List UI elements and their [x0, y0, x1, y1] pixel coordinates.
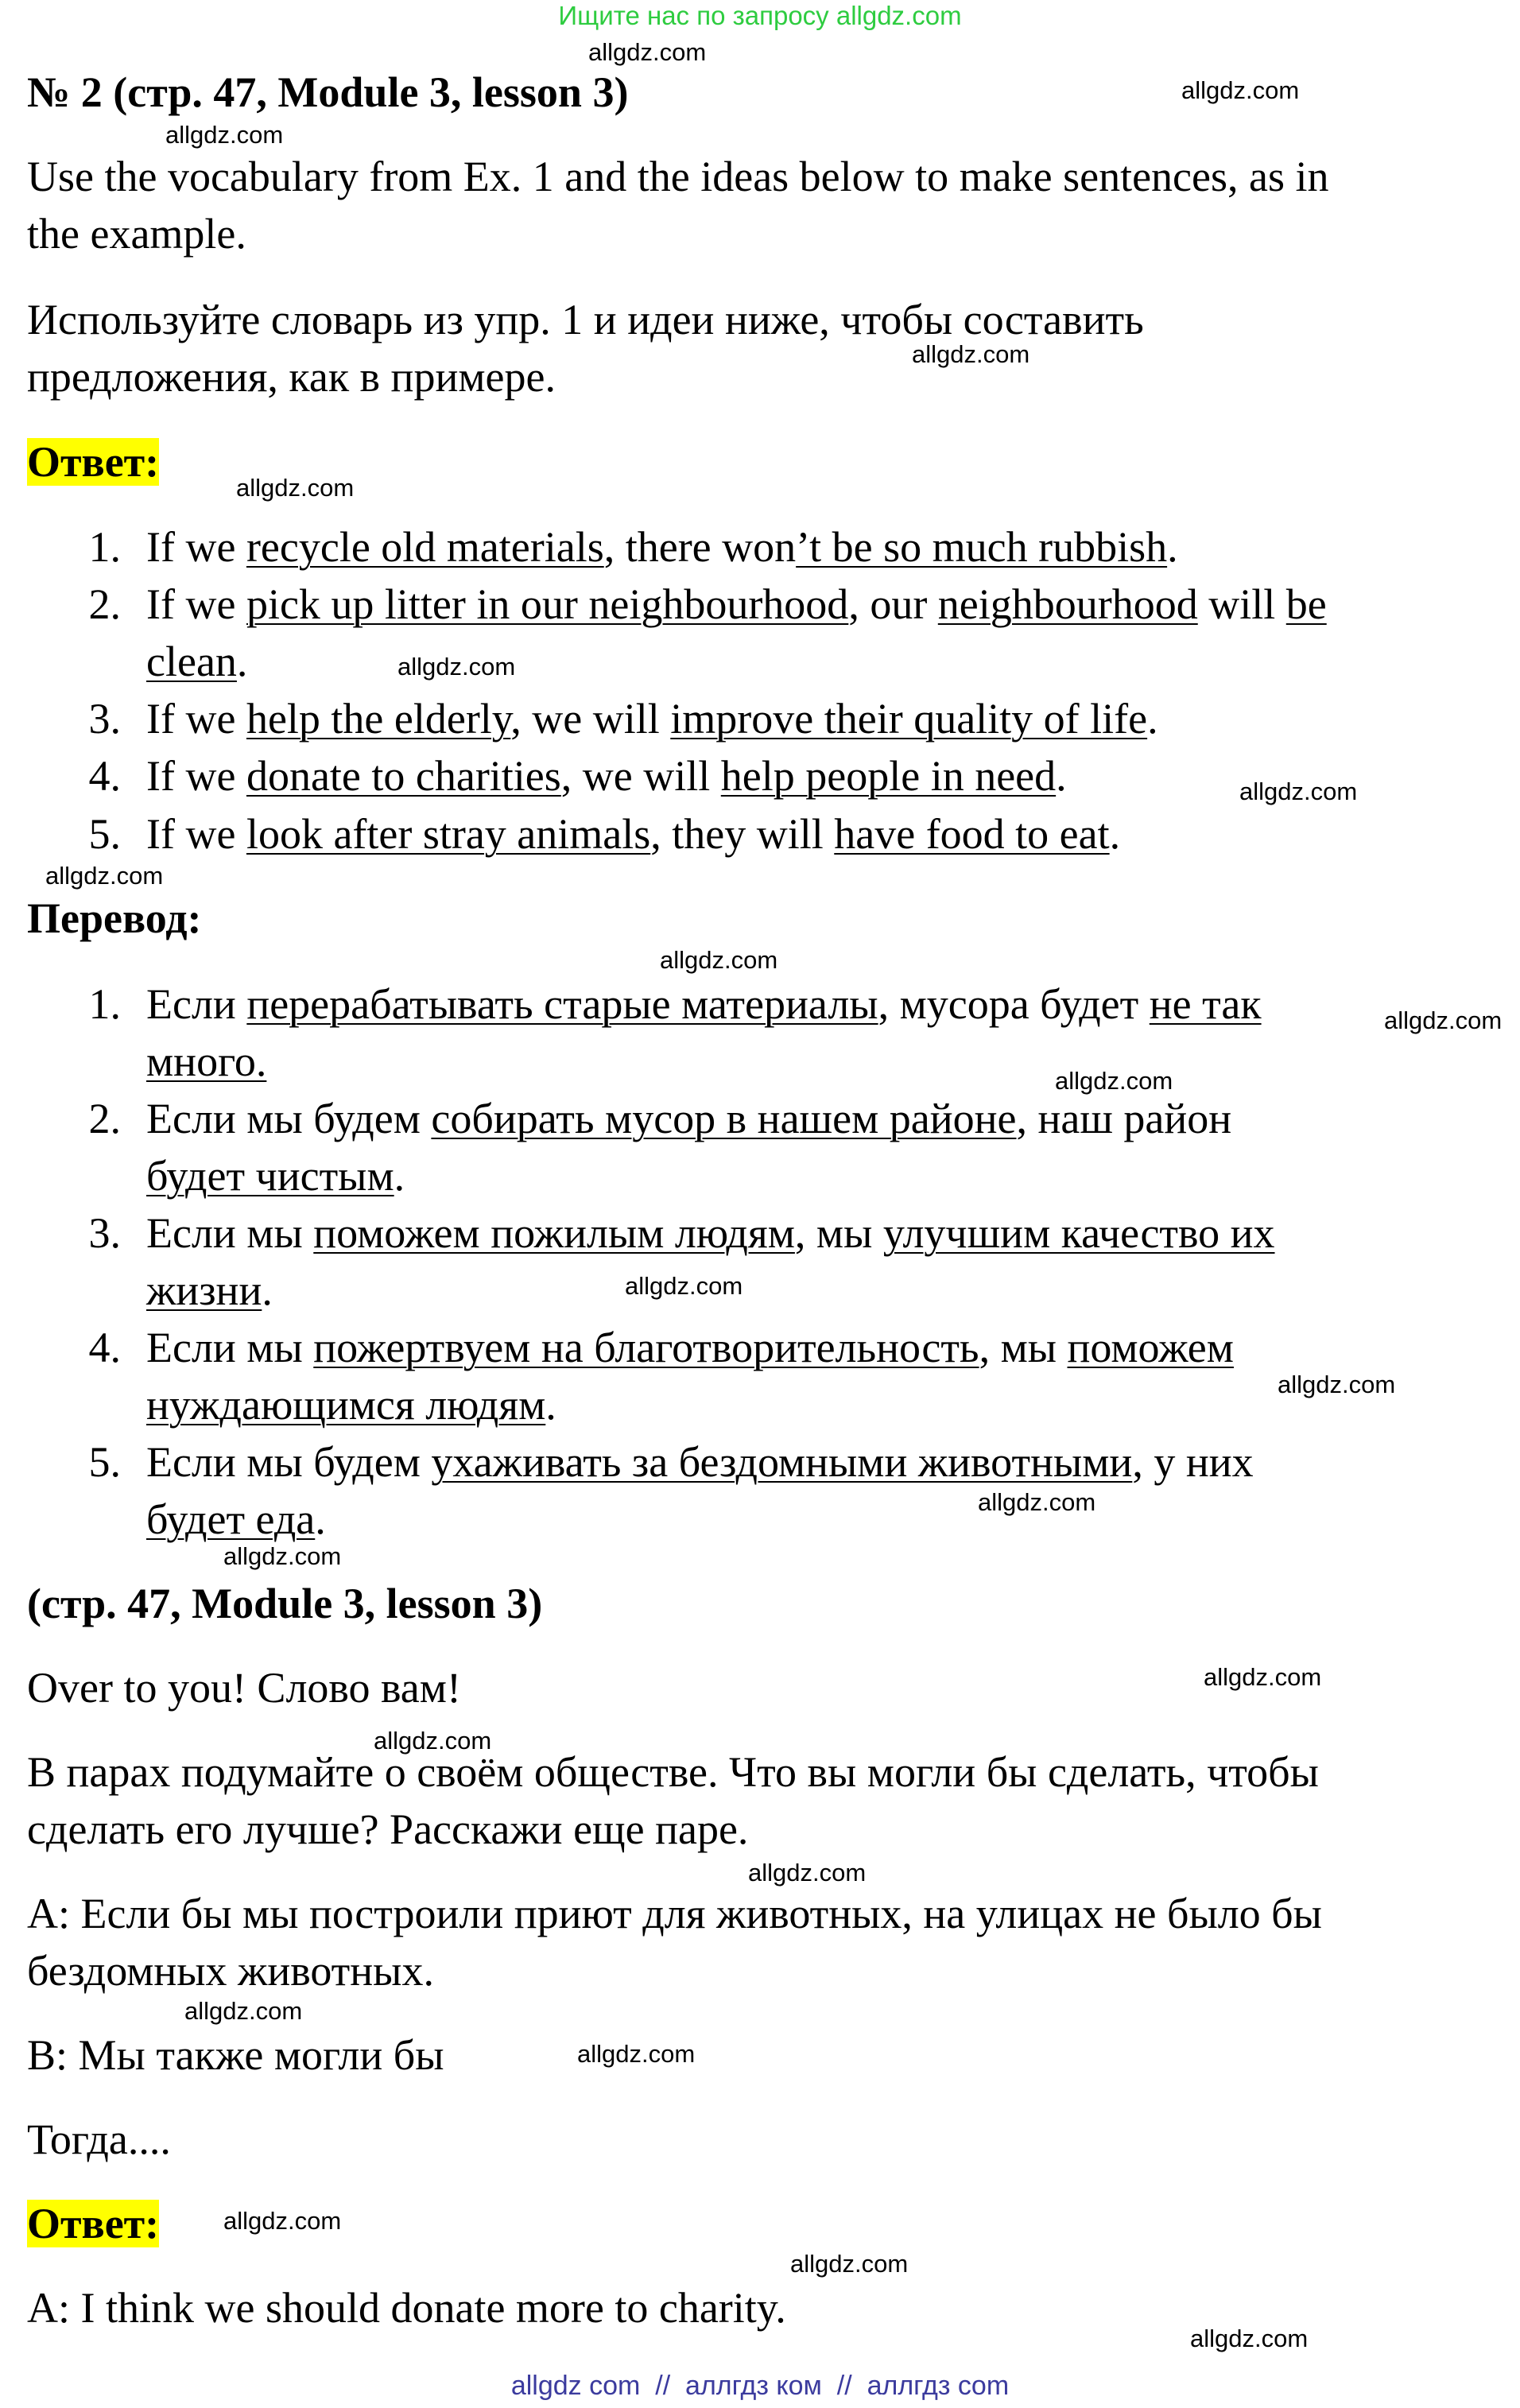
answer-label-2: Ответ: — [27, 2200, 160, 2247]
watermark: allgdz.com — [577, 2040, 696, 2068]
watermark: allgdz.com — [1181, 76, 1300, 104]
section-2-title: (стр. 47, Module 3, lesson 3) — [27, 1580, 543, 1627]
watermark: allgdz.com — [1055, 1067, 1173, 1095]
answer-line: If we donate to charities, we will help people in need. — [146, 752, 1067, 800]
translation-line-continuation: будет чистым. — [146, 1152, 405, 1200]
watermark: allgdz.com — [397, 653, 516, 681]
dialog-a-line-1: А: Если бы мы построили приют для животных, на улицах не было бы — [27, 1890, 1322, 1937]
watermark: allgdz.com — [184, 1997, 303, 2025]
item-number: 1. — [88, 523, 121, 571]
translation-line-continuation: нуждающимся людям. — [146, 1381, 556, 1429]
answer-line: If we pick up litter in our neighbourhood, our neighbourhood will be — [146, 580, 1327, 628]
item-number: 2. — [88, 580, 121, 628]
watermark: allgdz.com — [223, 2207, 342, 2235]
task-en-line-1: Use the vocabulary from Ex. 1 and the ideas below to make sentences, as in — [27, 153, 1329, 200]
watermark: allgdz.com — [374, 1727, 492, 1755]
dialog-b: В: Мы также могли бы — [27, 2031, 444, 2079]
translation-line-continuation: будет еда. — [146, 1495, 326, 1543]
watermark: allgdz.com — [748, 1859, 867, 1886]
footer-links[interactable]: allgdz com // аллгдз ком // аллгдз com — [510, 2371, 1010, 2401]
watermark: allgdz.com — [1204, 1663, 1322, 1691]
answer-line-continuation: clean. — [146, 638, 248, 685]
watermark: allgdz.com — [236, 474, 355, 502]
item-number: 3. — [88, 695, 121, 743]
watermark: allgdz.com — [660, 946, 778, 974]
watermark: allgdz.com — [1190, 2325, 1309, 2352]
watermark: allgdz.com — [625, 1272, 743, 1300]
watermark: allgdz.com — [1239, 777, 1358, 805]
translation-line: Если мы будем собирать мусор в нашем районе, наш район — [146, 1095, 1232, 1142]
item-number: 5. — [88, 810, 121, 858]
item-number: 5. — [88, 1438, 121, 1486]
translation-line-continuation: много. — [146, 1037, 267, 1085]
translation-line-continuation: жизни. — [146, 1266, 273, 1314]
answer-2: A: I think we should donate more to charity. — [27, 2284, 786, 2332]
top-banner[interactable]: Ищите нас по запросу allgdz.com — [558, 1, 962, 30]
answer-line: If we look after stray animals, they will have food to eat. — [146, 810, 1121, 858]
watermark: allgdz.com — [1384, 1006, 1503, 1034]
answer-label: Ответ: — [27, 438, 160, 486]
page-title: № 2 (стр. 47, Module 3, lesson 3) — [27, 68, 629, 116]
translation-line: Если мы будем ухаживать за бездомными животными, у них — [146, 1438, 1254, 1486]
watermark: allgdz.com — [790, 2250, 909, 2278]
watermark: allgdz.com — [1278, 1371, 1396, 1398]
watermark: allgdz.com — [223, 1542, 342, 1570]
translation-line: Если перерабатывать старые материалы, мусора будет не так — [146, 980, 1262, 1028]
pairs-task-line-1: В парах подумайте о своём обществе. Что вы могли бы сделать, чтобы — [27, 1748, 1319, 1796]
translation-line: Если мы пожертвуем на благотворительность, мы поможем — [146, 1324, 1234, 1371]
answer-line: If we help the elderly, we will improve their quality of life. — [146, 695, 1158, 743]
dialog-then: Тогда.... — [27, 2115, 171, 2163]
item-number: 2. — [88, 1095, 121, 1142]
translation-line: Если мы поможем пожилым людям, мы улучшим качество их — [146, 1209, 1275, 1257]
pairs-task-line-2: сделать его лучше? Расскажи еще паре. — [27, 1805, 749, 1853]
translation-label: Перевод: — [27, 894, 202, 942]
item-number: 4. — [88, 1324, 121, 1371]
task-ru-line-1: Используйте словарь из упр. 1 и идеи ниже, чтобы составить — [27, 296, 1144, 343]
answer-line: If we recycle old materials, there won’t be so much rubbish. — [146, 523, 1178, 571]
watermark: allgdz.com — [912, 340, 1030, 368]
task-ru-line-2: предложения, как в примере. — [27, 353, 556, 401]
watermark: allgdz.com — [45, 862, 164, 890]
item-number: 4. — [88, 752, 121, 800]
watermark: allgdz.com — [588, 38, 707, 66]
item-number: 3. — [88, 1209, 121, 1257]
task-en-line-2: the example. — [27, 210, 246, 258]
item-number: 1. — [88, 980, 121, 1028]
over-to-you: Over to you! Слово вам! — [27, 1664, 461, 1712]
dialog-a-line-2: бездомных животных. — [27, 1947, 434, 1995]
watermark: allgdz.com — [978, 1488, 1096, 1516]
watermark: allgdz.com — [165, 121, 284, 149]
